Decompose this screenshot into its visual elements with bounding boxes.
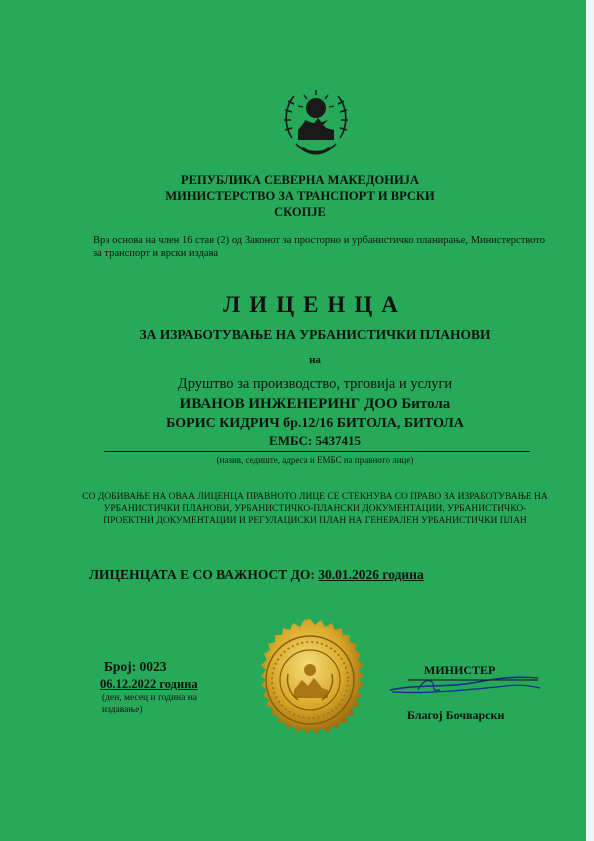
header-ministry: МИНИСТЕРСТВО ЗА ТРАНСПОРТ И ВРСКИ: [165, 189, 435, 203]
minister-name: Благој Бочварски: [407, 708, 505, 722]
license-body-text: СО ДОБИВАЊЕ НА ОВАА ЛИЦЕНЦА ПРАВНОТО ЛИЦЕ СЕ СТЕКНУВА СО ПРАВО ЗА ИЗРАБОТУВАЊЕ НА УРБАНИСТИЧКИ ПЛАНОВИ, УРБАНИСТИЧКО-ПЛАНСКИ ДОКУМЕНТАЦИИ, УРБАНИСТИЧКО-ПРОЕКТНИ ДОКУМЕНТАЦИИ И РЕГУЛАЦИСКИ ПЛАН НА ГЕНЕРАЛЕН УРБАНИСТИЧКИ ПЛАН: [82, 492, 548, 526]
company-name: ИВАНОВ ИНЖЕНЕРИНГ ДОО Битола: [179, 396, 451, 412]
minister-label: МИНИСТЕР: [424, 663, 496, 677]
header-city: СКОПЈЕ: [274, 205, 326, 219]
validity-line: [89, 567, 559, 583]
signature-icon: [388, 668, 548, 704]
gold-seal-icon: [248, 618, 372, 742]
preposition: на: [309, 354, 321, 366]
header-country: РЕПУБЛИКА СЕВЕРНА МАКЕДОНИЈА: [181, 173, 419, 187]
validity-label: ЛИЦЕНЦАТА Е СО ВАЖНОСТ ДО:: [89, 567, 315, 582]
company-address: БОРИС КИДРИЧ бр.12/16 БИТОЛА, БИТОЛА: [166, 416, 464, 431]
issue-date-note: (ден, месец и година на издавање): [102, 693, 198, 715]
company-underline: [104, 451, 530, 452]
document-subtitle: ЗА ИЗРАБОТУВАЊЕ НА УРБАНИСТИЧКИ ПЛАНОВИ: [139, 327, 491, 342]
company-type: Друштво за производство, трговија и услуги: [177, 376, 453, 392]
company-embs: ЕМБС: 5437415: [269, 433, 361, 448]
coat-of-arms-icon: [282, 86, 350, 166]
company-note: (назив, седиште, адреса и ЕМБС на правното лице): [216, 455, 414, 465]
issue-number: Број: 0023: [104, 659, 167, 674]
issue-date: 06.12.2022 година: [100, 677, 198, 691]
validity-date: 30.01.2026 година: [318, 567, 424, 582]
document-title: ЛИЦЕНЦА: [223, 292, 407, 317]
intro-paragraph: Врз основа на член 16 став (2) од Законот за просторно и урбанистичко планирање, Министерството за транспорт и врски издава: [93, 235, 545, 259]
scan-margin: [586, 0, 594, 841]
